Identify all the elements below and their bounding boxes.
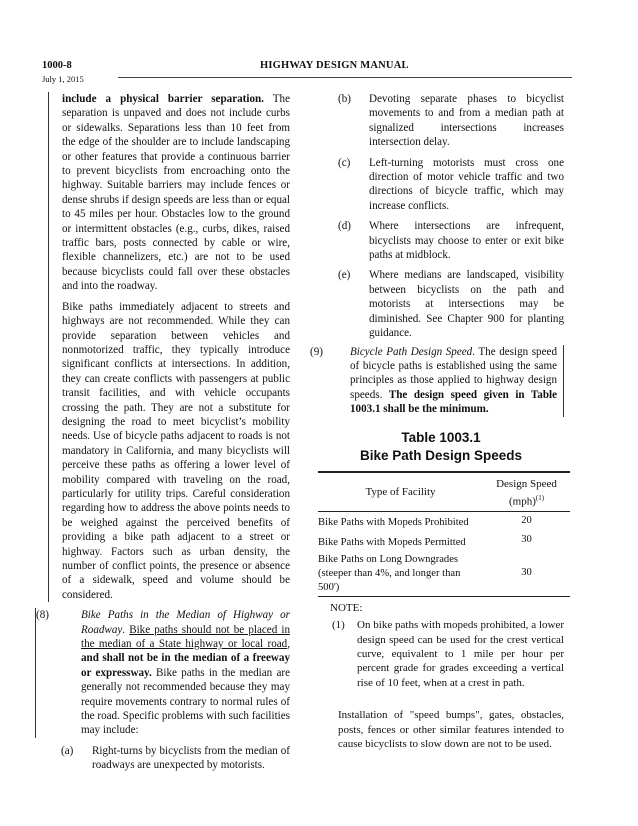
item-8-underlined: Bike paths should not be placed in the median of a State highway or local road [81,623,291,651]
item-9-text: . The design speed of bicycle paths is established using the same principles as those applied to highway design speeds. [350,345,557,401]
item-e-text: Where medians are landscaped, visibility between bicyclists on the path and motorists at intersections may be diminished. See Chapter 900 for planting guidance. [369,269,564,340]
item-a-text: Right-turns by bicyclists from the median of roadways are unexpected by motorists. [92,744,290,772]
item-8-sep: . [122,623,130,636]
note-1 [332,618,564,690]
table-col-speed-label: Design Speed (mph) [496,477,557,508]
item-8-comma: , [287,638,290,651]
left-column [36,92,291,773]
table-cell-speed: 30 [521,566,532,578]
table-cell-speed: 30 [521,533,532,545]
header-rule [118,77,572,78]
table-col-speed-footnote: (1) [535,493,545,502]
table-row [318,512,570,530]
adjacent-paths-paragraph: Bike paths immediately adjacent to streets and highways are not recommended. While they can provide separation between vehicles and nonmotorized traffic, they typically introduce significant conflicts at intersections. In addition, they can create conflicts with passengers at public transit facilities, and with vehicle occupants crossing the path. They are not a substitute for designing the road to meet bicyclist’s mobility needs. Use of bicycle paths adjacent to roads is not mandatory in California, and many bicyclists will perceive these paths as offering a lower level of mobility compared with traveling on the road, particularly for utility trips. Careful consideration regarding how to address the above points needs to be weighed against the perceived benefits of providing a bike path adjacent to a street or highway. Factors such as urban density, the number of conflict points, the presence or absence of a sidewalk, speed and volume should be considered. [62,300,290,601]
right-column [310,92,564,762]
revision-bar-section [48,92,290,602]
item-c-label: (c) [338,156,351,169]
item-a-label: (a) [61,744,74,757]
barrier-paragraph [62,92,290,294]
barrier-lead-text: include a physical barrier separation. [62,93,264,105]
note-label: NOTE: [330,602,363,615]
note-1-text: On bike paths with mopeds prohibited, a lower design speed can be used for the crest vertical curve, equivalent to 1 mile per hour per percent grade for grades exceeding a vertical rise of 10 feet, when at a crest in path. [357,619,564,689]
item-b-label: (b) [338,93,351,105]
item-e-label: (e) [338,269,351,282]
page-number: 1000-8 [42,60,72,71]
item-d [338,219,564,262]
item-9-bold: The design speed given in Table 1003.1 shall be the minimum. [350,388,558,416]
revision-date: July 1, 2015 [42,74,84,84]
item-8 [35,608,290,738]
item-c [338,156,564,214]
item-9-label: (9) [310,345,323,358]
item-8-bold: and shall not be in the median of a freeway or expressway. [81,652,290,679]
item-e [338,268,564,340]
table-cell-facility: Bike Paths on Long Downgrades (steeper than 4%, and longer than 500') [318,554,461,593]
item-9 [310,345,564,417]
manual-title: HIGHWAY DESIGN MANUAL [260,60,409,71]
table-row [318,530,570,550]
barrier-body-text: The separation is unpaved and does not include curbs or sidewalks. Separations less than 10 feet from the edge of the shoulder are to include landscaping or other features that provide a continuous barrier to prevent bicyclists from encroaching onto the highway. Suitable barriers may include fences or dense shrubs if design speeds are less than or equal to 45 miles per hour. Obstacles low to the ground or intermittent obstacles (e.g., curbs, dikes, raised traffic bars, posts connected by cable or wire, flexible channelizers, etc.) are not to be used because bicyclists could fall over these obstacles and into the roadway. [62,93,290,293]
table-cell-speed: 20 [521,515,532,527]
item-d-label: (d) [338,220,351,233]
table-col-speed [483,472,570,512]
item-8-text: Bike paths in the median are generally not recommended because they may require movements contrary to normal rules of the road. Specific problems with such facilities may include: [81,666,290,737]
speed-bumps-paragraph: Installation of "speed bumps", gates, obstacles, posts, fences or other similar features intended to cause bicyclists to slow down are not to be used. [338,709,564,750]
item-a [61,744,290,773]
table-cell-facility: Bike Paths with Mopeds Prohibited [318,517,469,529]
table-title: Bike Path Design Speeds [359,447,523,463]
item-d-text: Where intersections are infrequent, bicyclists may choose to enter or exit bike paths at midblock. [369,220,564,262]
table-row [318,549,570,596]
item-8-title: Bike Paths in the Median of Highway or Roadway [81,609,290,636]
table-col-facility: Type of Facility [365,486,436,499]
item-c-text: Left-turning motorists must cross one direction of motor vehicle traffic and two directions of bicycle traffic, which may increase conflicts. [369,156,564,212]
item-b-text: Devoting separate phases to bicyclist movements to and from a median path at signalized intersections increases intersection delay. [369,93,564,149]
item-9-title: Bicycle Path Design Speed [350,345,473,358]
table-cell-facility: Bike Paths with Mopeds Permitted [318,536,466,548]
item-b [338,92,564,150]
item-8-label: (8) [36,609,49,622]
note-1-label: (1) [332,619,345,632]
design-speed-table [318,471,570,598]
table-number: Table 1003.1 [401,429,481,445]
table-header-row [318,472,570,512]
